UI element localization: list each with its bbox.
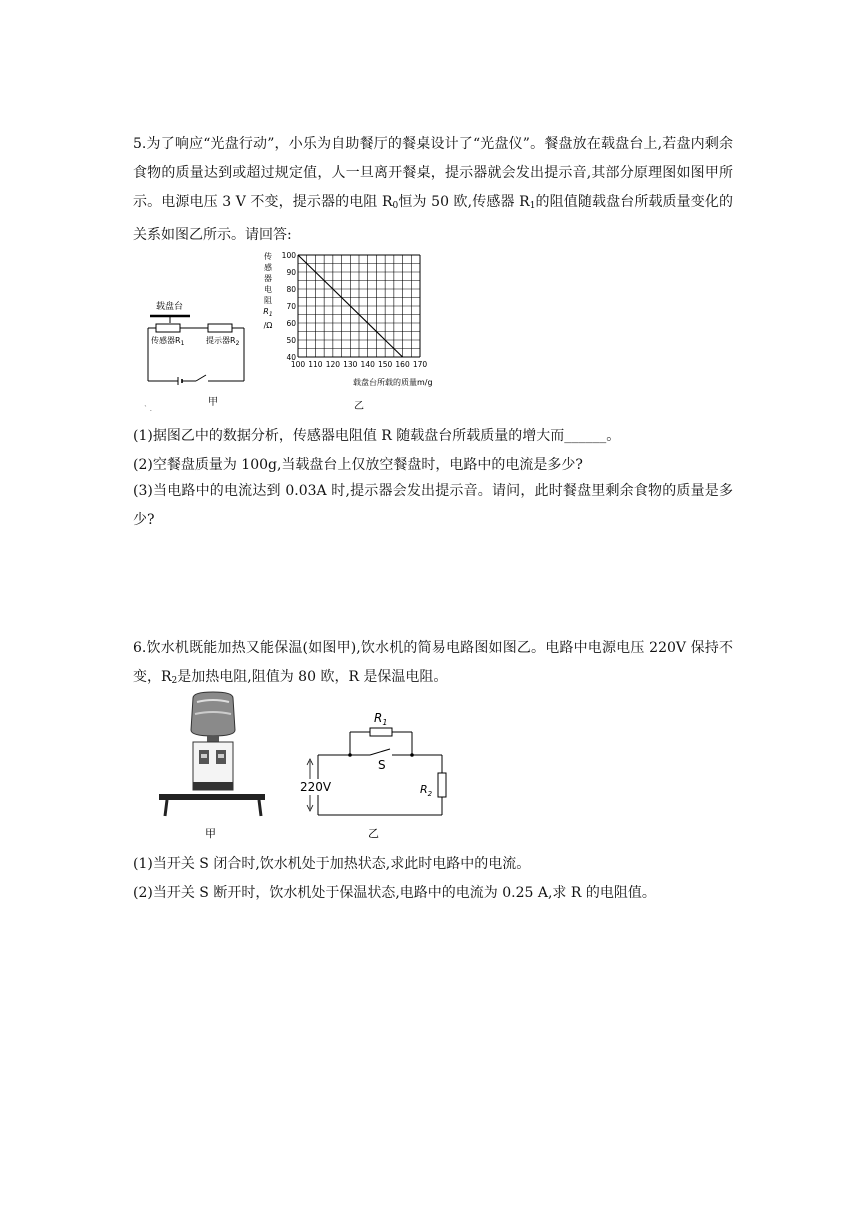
y-tick-label: 80 bbox=[286, 285, 296, 294]
chart-xlabel: 载盘台所载的质量m/g bbox=[353, 378, 433, 387]
svg-text:R1: $R_1$ bbox=[374, 711, 388, 727]
q6-fig-jia-caption: 甲 bbox=[205, 827, 216, 840]
svg-text:传感器R1: 传感器$R_1$ bbox=[151, 336, 185, 347]
y-label-symbol: $R_1$ bbox=[263, 307, 273, 318]
x-tick-label: 130 bbox=[343, 360, 358, 369]
resistor-r1 bbox=[370, 728, 392, 736]
q6-fig-yi-caption: 乙 bbox=[368, 827, 379, 840]
x-tick-label: 120 bbox=[325, 360, 341, 369]
q5-sub3: (3)当电路中的电流达到 0.03A 时,提示器会发出提示音。请问，此时餐盘里剩余食物的质量是多少? bbox=[133, 483, 733, 528]
x-tick-label: 110 bbox=[308, 360, 323, 369]
resistor-r2 bbox=[438, 773, 446, 797]
q5-chart bbox=[258, 247, 458, 413]
y-label-char: 器 bbox=[264, 274, 272, 283]
x-tick-label: 140 bbox=[360, 360, 375, 369]
q5-figure-jia bbox=[140, 295, 250, 413]
fig-yi-caption: 乙 bbox=[354, 401, 364, 412]
y-label-unit: /Ω bbox=[263, 321, 273, 330]
q6-stem: 6.饮水机既能加热又能保温(如图甲),饮水机的简易电路图如图乙。电路中电源电压 220V 保持不变，$R_2$是加热电阻,阻值为 80 欧，R 是保温电阻。 bbox=[133, 640, 733, 686]
prompt-label: 提示器R bbox=[206, 336, 236, 345]
q6-sub2: (2)当开关 S 断开时，饮水机处于保温状态,电路中的电流为 0.25 A,求 R 的电阻值。 bbox=[133, 885, 656, 901]
svg-text:R2: $R_2$ bbox=[420, 783, 433, 798]
y-tick-label: 40 bbox=[286, 353, 296, 362]
y-tick-label: 50 bbox=[286, 336, 296, 345]
svg-text:` .: ` . bbox=[144, 405, 152, 413]
q5-sub1: (1)据图乙中的数据分析，传感器电阻值 R 随载盘台所载质量的增大而______。 bbox=[133, 428, 621, 444]
q6-figure-yi bbox=[296, 705, 456, 845]
voltage-label: 220V bbox=[300, 780, 332, 794]
y-tick-label: 90 bbox=[286, 268, 296, 277]
sensor-label: 传感器R bbox=[151, 336, 181, 345]
y-label-char: 感 bbox=[264, 263, 272, 272]
r2-label: R bbox=[420, 783, 428, 796]
fig-jia-caption: 甲 bbox=[208, 397, 218, 408]
x-tick-label: 160 bbox=[395, 360, 410, 369]
y-label-char: 电 bbox=[264, 285, 272, 294]
y-tick-label: 100 bbox=[281, 251, 296, 260]
q6-sub1: (1)当开关 S 闭合时,饮水机处于加热状态,求此时电路中的电流。 bbox=[133, 856, 531, 872]
prompt-r2 bbox=[208, 324, 232, 332]
x-tick-label: 100 bbox=[290, 360, 306, 369]
x-tick-label: 170 bbox=[412, 360, 428, 369]
r1-label: R bbox=[374, 711, 383, 725]
switch-s bbox=[370, 749, 390, 755]
switch bbox=[196, 375, 206, 381]
y-label-char: 阻 bbox=[264, 296, 272, 305]
q5-sub2: (2)空餐盘质量为 100g,当载盘台上仅放空餐盘时，电路中的电流是多少? bbox=[133, 457, 583, 473]
platform-label: 载盘台 bbox=[156, 302, 184, 312]
y-tick-label: 70 bbox=[286, 302, 296, 311]
q6-figure-jia bbox=[155, 690, 270, 842]
y-label-char: 传 bbox=[264, 252, 272, 261]
x-tick-label: 150 bbox=[377, 360, 393, 369]
q5-stem: 5.为了响应“光盘行动”，小乐为自助餐厅的餐桌设计了“光盘仪”。餐盘放在载盘台上,若盘内剩余食物的质量达到或超过规定值，人一旦离开餐桌，提示器就会发出提示音,其部分原理图如图甲所示。电源电压 3 V 不变，提示器的电阻 $R_0$恒为 50 欧,传感器 $R_1$的阻值随载盘台所载质量变化的关系如图乙所示。请回答: bbox=[133, 136, 734, 243]
sensor-r1 bbox=[156, 324, 180, 332]
switch-label: S bbox=[378, 758, 386, 772]
water-dispenser-illustration bbox=[159, 692, 265, 816]
svg-text:提示器R2: 提示器$R_2$ bbox=[206, 336, 240, 347]
y-tick-label: 60 bbox=[286, 319, 296, 328]
